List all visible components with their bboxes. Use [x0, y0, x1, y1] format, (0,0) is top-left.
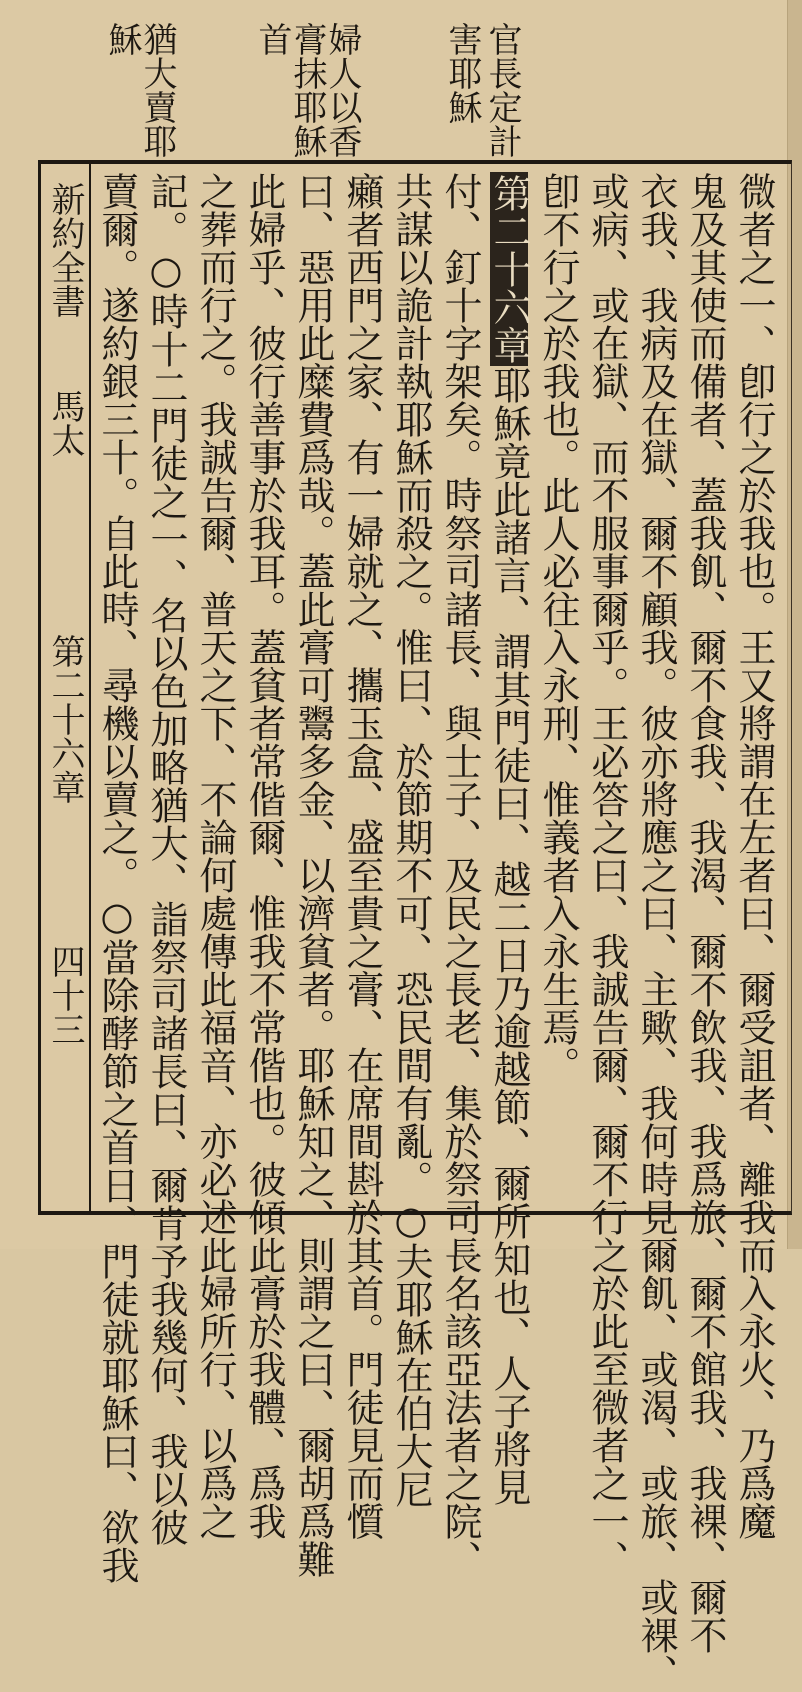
margin-notes [100, 22, 540, 162]
margin-note: 穌 [102, 22, 142, 56]
text-column: 或病、或在獄、而不服事爾乎。王必答之曰、我誠告爾、爾不行之於此至微者之一、 [585, 172, 629, 1578]
page-number: 四十三 [45, 944, 85, 1046]
text-column-with-heading [487, 172, 531, 1506]
margin-note: 猶大賣耶 [137, 22, 177, 158]
gospel-name: 馬太 [45, 389, 85, 457]
chapter-label: 第二十六章 [45, 634, 85, 804]
margin-note: 膏抹耶穌 [287, 22, 327, 158]
text-column: 曰、惡用此糜費爲哉。蓋此膏可鬻多金、以濟貧者。耶穌知之、則謂之曰、爾胡爲難 [291, 172, 335, 1578]
margin-note: 害耶穌 [442, 22, 482, 124]
text-column: 卽不行之於我也。此人必往入永刑、惟義者入永生焉。 [536, 172, 580, 1084]
text-frame [38, 160, 792, 1692]
text-column: 此婦乎、彼行善事於我耳。蓋貧者常偕爾、惟我不常偕也。彼傾此膏於我體、爲我 [242, 172, 286, 1540]
text-column: 共謀以詭計執耶穌而殺之。惟曰、於節期不可、恐民間有亂。○夫耶穌在伯大尼 [389, 172, 433, 1508]
chapter-heading: 第二十六章 [487, 174, 531, 364]
text-column: 衣我、我病及在獄、爾不顧我。彼亦將應之曰、主歟、我何時見爾飢、或渴、或旅、或裸、 [634, 172, 678, 1692]
text-column: 微者之一、卽行之於我也。王又將謂在左者曰、爾受詛者、離我而入永火、乃爲魔 [732, 172, 776, 1540]
margin-note: 首 [252, 22, 292, 56]
text-column: 鬼及其使而備者、蓋我飢、爾不食我、我渴、爾不飲我、我爲旅、爾不館我、我裸、爾不 [683, 172, 727, 1654]
margin-note: 婦人以香 [322, 22, 362, 158]
book-title: 新約全書 [45, 182, 85, 318]
text-column: 癩者西門之家、有一婦就之、攜玉盒、盛至貴之膏、在席間斟於其首。門徒見而懫 [340, 172, 384, 1540]
text-column: 賣爾。遂約銀三十。自此時、尋機以賣之。○當除酵節之首日、門徒就耶穌曰、欲我 [95, 172, 139, 1584]
margin-note: 官長定計 [482, 22, 522, 158]
text-column: 之葬而行之。我誠告爾、普天之下、不論何處傳此福音、亦必述此婦所行、以爲之 [193, 172, 237, 1540]
text-column: 付、釘十字架矣。時祭司諸長、與士子、及民之長老、集於祭司長名該亞法者之院、 [438, 172, 482, 1578]
scripture-body [93, 172, 783, 1692]
running-header [41, 164, 91, 1211]
text-column: 記。○時十二門徒之一、名以色加略猶大、詣祭司諸長曰、爾肯予我幾何、我以彼 [144, 172, 188, 1546]
text-column: 耶穌竟此諸言、謂其門徒曰、越二日乃逾越節、爾所知也、人子將見 [487, 366, 531, 1506]
